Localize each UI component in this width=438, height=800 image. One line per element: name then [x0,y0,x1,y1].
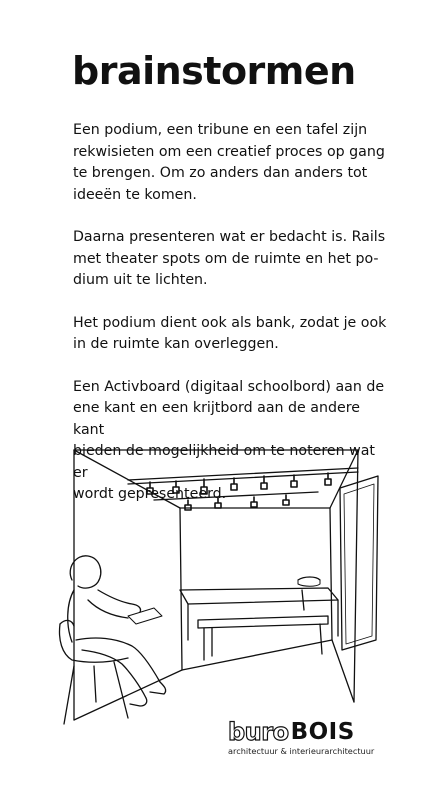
paragraph-4: Een Activboard (digitaal schoolbord) aan de ene kant en een krijtbord aan de andere kant bieden de mogelijkheid om te noteren wat er wordt gepresenteerd. [73,378,385,502]
logo-word-outline: buro [228,718,289,746]
logo-word-solid: BOIS [290,719,355,745]
page-title: brainstormen [72,49,356,93]
theater-spot-rails [128,468,358,510]
paragraph-2: Daarna presenteren wat er bedacht is. Rails met theater spots om de ruimte en het po- dium uit te lichten. [73,229,386,288]
logo-wordmark [228,720,355,744]
paragraph-1: Een podium, een tribune en een tafel zijn rekwisieten om een creatief proces op gang te brengen. Om zo anders dan anders tot ideeën te komen. [73,122,385,203]
paragraph-3: Het podium dient ook als bank, zodat je ook in de ruimte kan overleggen. [73,314,387,352]
room-outline [74,450,358,720]
room-sketch-illustration [58,440,388,740]
buro-bois-logo [228,720,398,760]
seated-person [68,556,166,706]
logo-tagline: architectuur & interieurarchitectuur [228,746,375,756]
